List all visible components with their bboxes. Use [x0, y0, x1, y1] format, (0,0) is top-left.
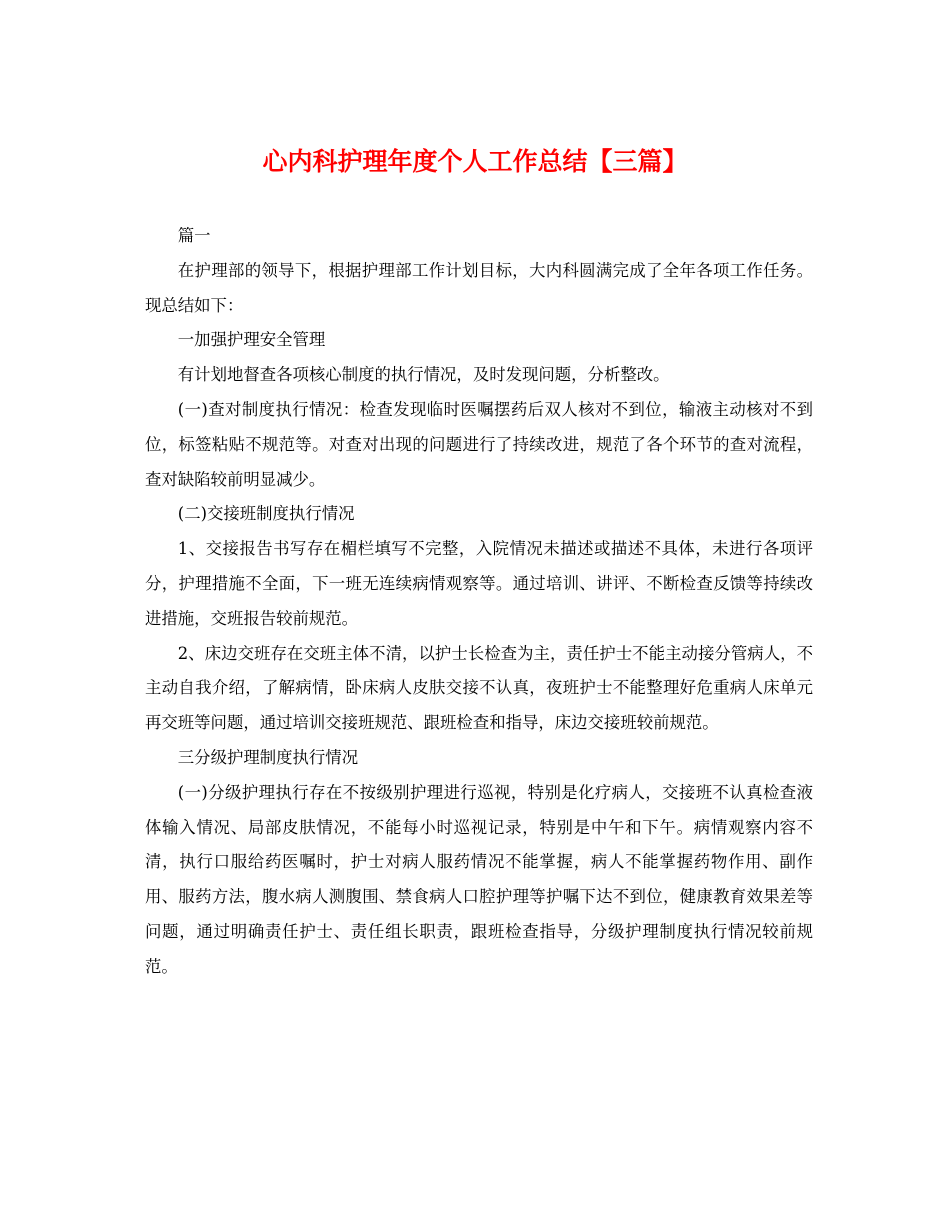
paragraph-supervision: 有计划地督查各项核心制度的执行情况，及时发现问题，分析整改。	[177, 365, 670, 385]
paragraph-graded-care: (一)分级护理执行存在不按级别护理进行巡视，特别是化疗病人，交接班不认真检查液体输入情况、局部皮肤情况，不能每小时巡视记录，特别是中午和下午。病情观察内容不清，执行口服给药医嘱时，护士对病人服药情况不能掌握，病人不能掌握药物作用、副作用、服药方法，腹水病人测腹围、禁食病人口腔护理等护嘱下达不到位，健康教育效果差等问题，通过明确责任护士、责任组长职责，跟班检查指导，分级护理制度执行情况较前规范。	[145, 782, 813, 976]
paragraph-bedside-handover: 2、床边交班存在交班主体不清，以护士长检查为主，责任护士不能主动接分管病人，不主动自我介绍，了解病情，卧床病人皮肤交接不认真，夜班护士不能整理好危重病人床单元再交班等问题，通过培训交接班规范、跟班检查和指导，床边交接班较前规范。	[145, 643, 813, 733]
paragraph-heading-graded-care: 三分级护理制度执行情况	[177, 747, 359, 767]
paragraph-heading-handover: (二)交接班制度执行情况	[177, 504, 355, 524]
paragraph-intro: 在护理部的领导下，根据护理部工作计划目标，大内科圆满完成了全年各项工作任务。现总结如下：	[145, 260, 813, 315]
paragraph-check-system: (一)查对制度执行情况：检查发现临时医嘱摆药后双人核对不到位，输液主动核对不到位，标签粘贴不规范等。对查对出现的问题进行了持续改进，规范了各个环节的查对流程，查对缺陷较前明显减少。	[145, 399, 813, 489]
document-body	[145, 219, 813, 985]
paragraph-heading-safety: 一加强护理安全管理	[177, 330, 326, 350]
paragraph-handover-report: 1、交接报告书写存在楣栏填写不完整，入院情况未描述或描述不具体，未进行各项评分，护理措施不全面，下一班无连续病情观察等。通过培训、讲评、不断检查反馈等持续改进措施，交班报告较前规范。	[145, 539, 813, 628]
paragraph-section-heading: 篇一	[177, 226, 211, 245]
document-title: 心内科护理年度个人工作总结【三篇】	[262, 147, 688, 176]
